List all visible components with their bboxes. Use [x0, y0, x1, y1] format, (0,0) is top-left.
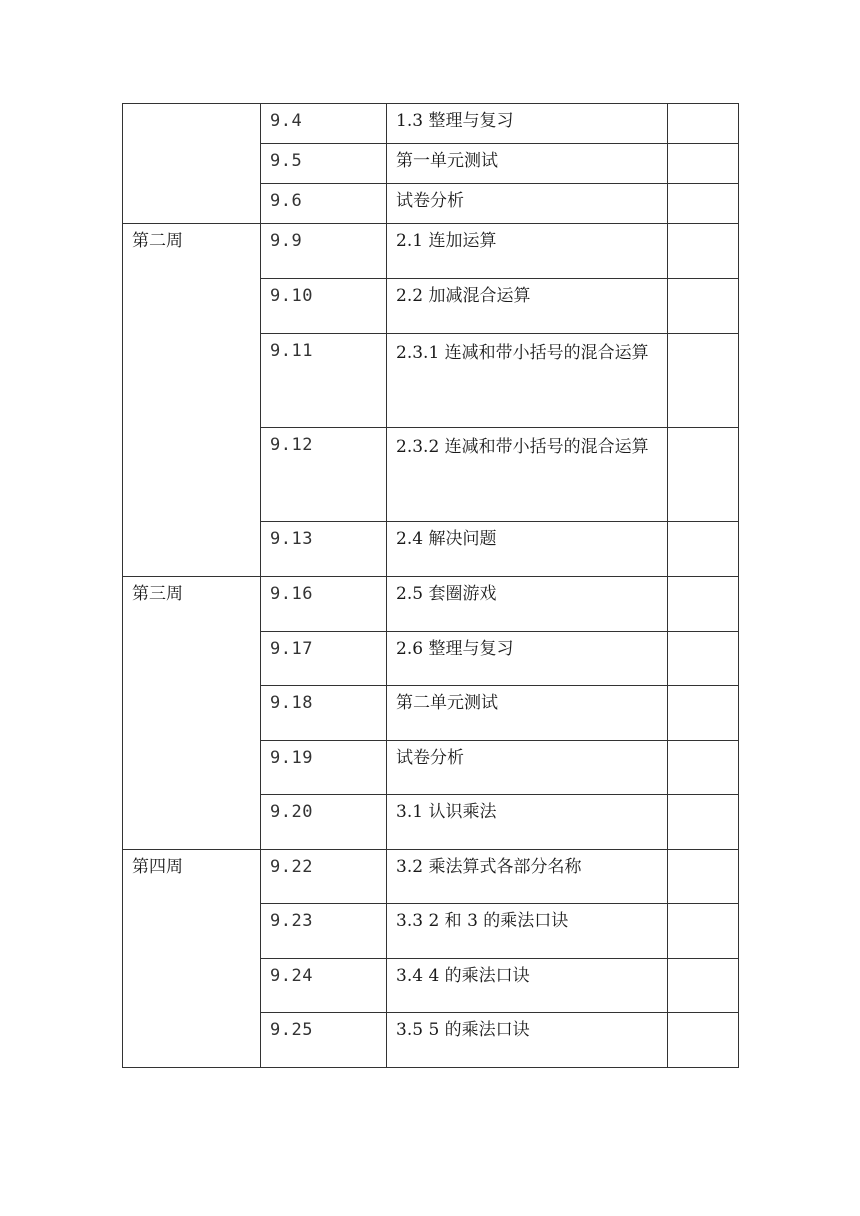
note-cell — [668, 279, 739, 334]
content-cell: 3.5 5 的乘法口诀 — [387, 1013, 668, 1068]
week-cell: 第四周 — [123, 850, 261, 1068]
content-cell: 2.5 套圈游戏 — [387, 577, 668, 632]
date-cell: 9.9 — [261, 224, 387, 279]
content-cell: 试卷分析 — [387, 741, 668, 795]
note-cell — [668, 104, 739, 144]
note-cell — [668, 522, 739, 577]
note-cell — [668, 904, 739, 959]
note-cell — [668, 1013, 739, 1068]
content-cell: 2.3.1 连减和带小括号的混合运算 — [387, 334, 668, 428]
note-cell — [668, 686, 739, 741]
note-cell — [668, 224, 739, 279]
date-cell: 9.18 — [261, 686, 387, 741]
date-cell: 9.16 — [261, 577, 387, 632]
table-row — [123, 577, 739, 632]
note-cell — [668, 632, 739, 686]
table-row — [123, 104, 739, 144]
table-row — [123, 224, 739, 279]
note-cell — [668, 959, 739, 1013]
date-cell: 9.11 — [261, 334, 387, 428]
content-cell: 2.1 连加运算 — [387, 224, 668, 279]
date-cell: 9.10 — [261, 279, 387, 334]
content-cell: 3.1 认识乘法 — [387, 795, 668, 850]
content-cell: 3.4 4 的乘法口诀 — [387, 959, 668, 1013]
content-cell: 1.3 整理与复习 — [387, 104, 668, 144]
week-cell: 第二周 — [123, 224, 261, 577]
content-cell: 第二单元测试 — [387, 686, 668, 741]
date-cell: 9.6 — [261, 184, 387, 224]
date-cell: 9.17 — [261, 632, 387, 686]
date-cell: 9.12 — [261, 428, 387, 522]
date-cell: 9.25 — [261, 1013, 387, 1068]
note-cell — [668, 184, 739, 224]
note-cell — [668, 795, 739, 850]
content-cell: 3.2 乘法算式各部分名称 — [387, 850, 668, 904]
date-cell: 9.24 — [261, 959, 387, 1013]
content-cell: 2.4 解决问题 — [387, 522, 668, 577]
content-cell: 2.2 加减混合运算 — [387, 279, 668, 334]
week-cell: 第三周 — [123, 577, 261, 850]
content-cell: 2.3.2 连减和带小括号的混合运算 — [387, 428, 668, 522]
date-cell: 9.23 — [261, 904, 387, 959]
week-cell — [123, 104, 261, 224]
content-cell: 试卷分析 — [387, 184, 668, 224]
content-cell: 3.3 2 和 3 的乘法口诀 — [387, 904, 668, 959]
content-cell: 2.6 整理与复习 — [387, 632, 668, 686]
content-cell: 第一单元测试 — [387, 144, 668, 184]
note-cell — [668, 144, 739, 184]
note-cell — [668, 577, 739, 632]
note-cell — [668, 850, 739, 904]
date-cell: 9.4 — [261, 104, 387, 144]
schedule-table — [122, 103, 739, 1068]
date-cell: 9.19 — [261, 741, 387, 795]
table-row — [123, 850, 739, 904]
date-cell: 9.5 — [261, 144, 387, 184]
date-cell: 9.13 — [261, 522, 387, 577]
date-cell: 9.20 — [261, 795, 387, 850]
note-cell — [668, 334, 739, 428]
date-cell: 9.22 — [261, 850, 387, 904]
note-cell — [668, 741, 739, 795]
note-cell — [668, 428, 739, 522]
